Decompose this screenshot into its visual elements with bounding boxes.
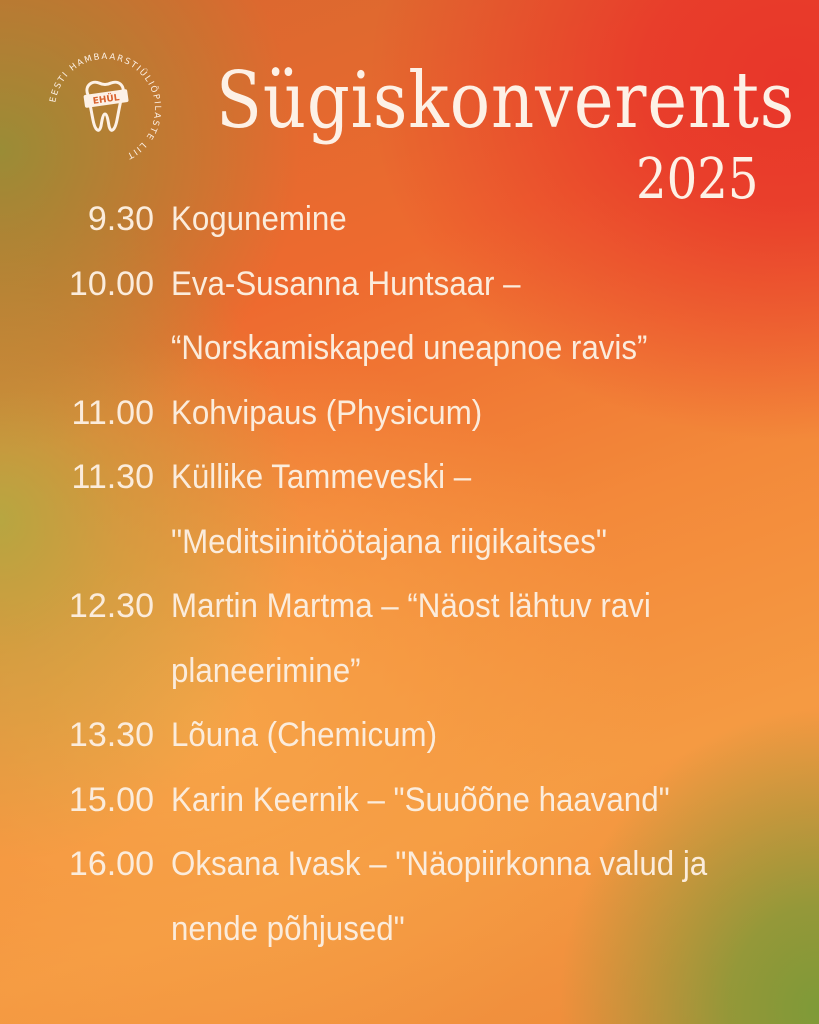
poster-year: 2025 bbox=[636, 147, 759, 212]
schedule-text: “Norskamiskaped uneapnoe ravis” bbox=[171, 329, 648, 367]
schedule-time: 11.30 bbox=[71, 458, 154, 496]
schedule-text: nende põhjused" bbox=[171, 909, 405, 948]
schedule-time: 16.00 bbox=[68, 845, 154, 883]
schedule-time: 13.30 bbox=[68, 716, 154, 754]
schedule-text: Martin Martma – “Näost lähtuv ravi bbox=[171, 587, 651, 625]
schedule-text: planeerimine” bbox=[171, 651, 361, 690]
schedule-time: 15.00 bbox=[68, 780, 154, 819]
schedule-text: Kogunemine bbox=[171, 200, 347, 238]
logo-badge-text: EHÜL bbox=[92, 93, 121, 107]
schedule-text: Kohvipaus (Physicum) bbox=[171, 393, 483, 432]
svg-text:EESTI HAMBAARSTIÜLIÕPILASTE LI bbox=[48, 52, 162, 161]
schedule-time: 10.00 bbox=[68, 264, 154, 303]
schedule-time: 9.30 bbox=[87, 200, 154, 238]
schedule-text: Lõuna (Chemicum) bbox=[171, 716, 437, 754]
logo-emblem bbox=[44, 48, 166, 170]
schedule-text: Karin Keernik – "Suuõõne haavand" bbox=[171, 780, 670, 819]
schedule-text: Küllike Tammeveski – bbox=[171, 458, 472, 496]
schedule-time: 12.30 bbox=[68, 587, 154, 625]
schedule-text: Eva-Susanna Huntsaar – bbox=[171, 264, 521, 303]
logo-ring-text: EESTI HAMBAARSTIÜLIÕPILASTE LIIT bbox=[48, 51, 163, 161]
poster-title: Sügiskonverents bbox=[216, 56, 796, 146]
schedule-text: Oksana Ivask – "Näopiirkonna valud ja bbox=[171, 845, 708, 883]
schedule-time: 11.00 bbox=[71, 393, 154, 432]
schedule-text: "Meditsiinitöötajana riigikaitses" bbox=[171, 522, 608, 561]
logo bbox=[44, 48, 166, 170]
